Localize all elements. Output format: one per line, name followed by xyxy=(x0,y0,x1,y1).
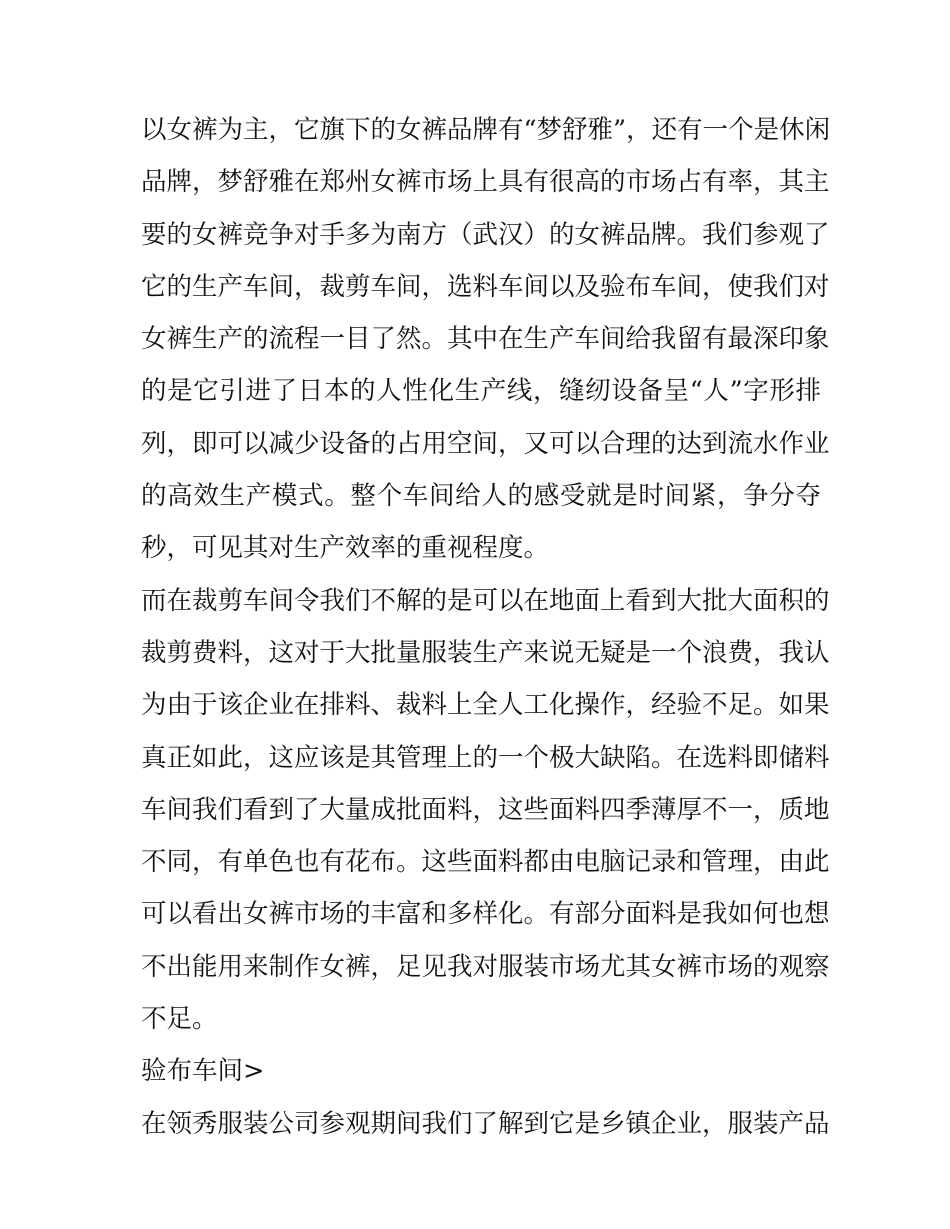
text-line: 它的生产车间，裁剪车间，选料车间以及验布车间，使我们对 xyxy=(141,271,830,302)
text-line: 真正如此，这应该是其管理上的一个极大缺陷。在选料即储料 xyxy=(141,742,830,773)
paragraph-company-intro xyxy=(141,104,831,575)
paragraph-lingxiu-visit xyxy=(141,1098,830,1150)
section-heading: 验布车间> xyxy=(141,1056,265,1087)
document-body xyxy=(141,104,831,1150)
text-line: 列，即可以减少设备的占用空间，又可以合理的达到流水作业 xyxy=(141,428,830,459)
text-line: 的高效生产模式。整个车间给人的感受就是时间紧，争分夺 xyxy=(141,481,821,512)
text-line: 在领秀服装公司参观期间我们了解到它是乡镇企业，服装产品 xyxy=(141,1108,830,1139)
text-line: 不足。 xyxy=(141,1004,218,1035)
text-line: 的是它引进了日本的人性化生产线，缝纫设备呈“人”字形排 xyxy=(141,376,821,407)
text-line: 女裤生产的流程一目了然。其中在生产车间给我留有最深印象 xyxy=(141,324,830,355)
text-line: 为由于该企业在排料、裁料上全人工化操作，经验不足。如果 xyxy=(141,690,830,721)
paragraph-cutting-workshop xyxy=(141,575,830,1046)
text-line: 车间我们看到了大量成批面料，这些面料四季薄厚不一，质地 xyxy=(141,794,830,825)
text-line: 不出能用来制作女裤，足见我对服装市场尤其女裤市场的观察 xyxy=(141,951,830,982)
text-line: 品牌，梦舒雅在郑州女裤市场上具有很高的市场占有率，其主 xyxy=(141,167,830,198)
text-line: 要的女裤竞争对手多为南方（武汉）的女裤品牌。我们参观了 xyxy=(141,219,830,250)
text-line: 可以看出女裤市场的丰富和多样化。有部分面料是我如何也想 xyxy=(141,899,830,930)
text-line: 秒，可见其对生产效率的重视程度。 xyxy=(141,533,550,564)
text-line: 不同，有单色也有花布。这些面料都由电脑记录和管理，由此 xyxy=(141,847,830,878)
text-line: 以女裤为主，它旗下的女裤品牌有“梦舒雅”，还有一个是休闲 xyxy=(141,115,831,145)
text-line: 而在裁剪车间令我们不解的是可以在地面上看到大批大面积的 xyxy=(141,585,830,616)
text-line: 裁剪费料，这对于大批量服装生产来说无疑是一个浪费，我认 xyxy=(141,637,830,668)
paragraph-inspection-heading xyxy=(141,1045,821,1097)
